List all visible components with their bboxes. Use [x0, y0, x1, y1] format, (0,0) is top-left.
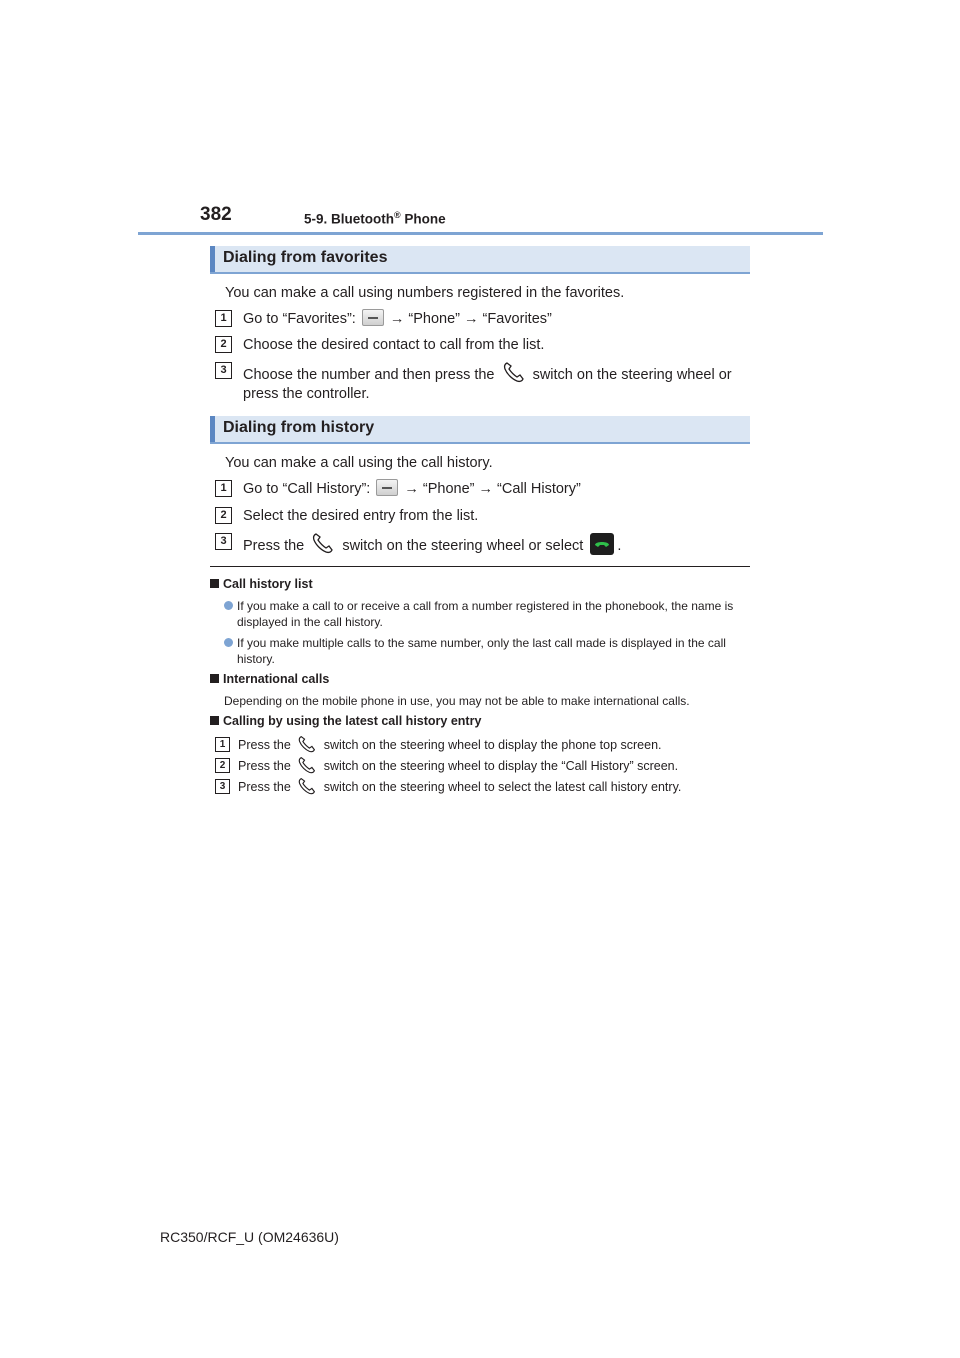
phone-handset-icon — [311, 532, 335, 554]
step-text-suffix: → “Phone” → “Favorites” — [389, 311, 552, 327]
favorites-step-1 — [243, 309, 552, 329]
note-heading-text: Calling by using the latest call history entry — [223, 714, 482, 728]
note-heading-international-calls — [210, 672, 329, 686]
history-step-1 — [243, 479, 581, 499]
section-title-text: Dialing from history — [223, 419, 375, 436]
step-text-prefix: Press the — [238, 738, 291, 752]
favorites-step-3-line2: press the controller. — [243, 386, 370, 402]
step-text-suffix: switch on the steering wheel to select the latest call history entry. — [323, 780, 682, 794]
square-bullet-icon — [210, 674, 219, 683]
chapter-title-main: 5-9. Bluetooth — [304, 211, 394, 227]
note-bullet — [224, 598, 750, 630]
note-heading-call-history-list — [210, 577, 313, 591]
latest-entry-step-1 — [238, 735, 662, 754]
section-favorites-title — [210, 246, 750, 274]
step-number-2: 2 — [215, 758, 230, 773]
step-text-prefix: Go to “Call History”: — [243, 481, 371, 497]
step-number-3: 3 — [215, 779, 230, 794]
square-bullet-icon — [210, 716, 219, 725]
menu-button-icon — [376, 479, 398, 496]
step-text-suffix: . — [617, 538, 622, 554]
history-intro: You can make a call using the call history. — [225, 455, 493, 471]
step-number-3: 3 — [215, 362, 232, 379]
step-number-2: 2 — [215, 507, 232, 524]
step-number-2: 2 — [215, 336, 232, 353]
step-text-suffix: switch on the steering wheel to display the “Call History” screen. — [323, 759, 679, 773]
menu-button-icon — [362, 309, 384, 326]
step-number-1: 1 — [215, 737, 230, 752]
note-bullet-text: If you make multiple calls to the same number, only the last call made is displayed in the call history. — [237, 636, 726, 666]
favorites-step-2: Choose the desired contact to call from the list. — [243, 337, 545, 353]
history-step-2: Select the desired entry from the list. — [243, 508, 479, 524]
square-bullet-icon — [210, 579, 219, 588]
chapter-title — [304, 210, 446, 227]
note-heading-latest-call-history — [210, 714, 481, 728]
step-number-1: 1 — [215, 480, 232, 497]
latest-entry-step-2 — [238, 756, 678, 775]
phone-handset-icon — [297, 735, 317, 753]
step-text-prefix: Press the — [238, 759, 291, 773]
notes-divider — [210, 566, 750, 567]
page-header — [138, 200, 823, 236]
step-text-prefix: Choose the number and then press the — [243, 367, 495, 383]
page-number: 382 — [200, 204, 232, 225]
round-bullet-icon — [224, 601, 233, 610]
registered-mark: ® — [394, 210, 401, 220]
round-bullet-icon — [224, 638, 233, 647]
note-heading-text: International calls — [223, 672, 330, 686]
step-number-3: 3 — [215, 533, 232, 550]
phone-handset-icon — [297, 777, 317, 795]
favorites-step-3 — [243, 361, 732, 385]
note-international-text: Depending on the mobile phone in use, you may not be able to make international calls. — [224, 694, 690, 708]
favorites-intro: You can make a call using numbers registered in the favorites. — [225, 285, 625, 301]
section-history-title — [210, 416, 750, 444]
history-step-3 — [243, 532, 621, 556]
note-bullet — [224, 635, 750, 667]
note-bullet-text: If you make a call to or receive a call from a number registered in the phonebook, the name is displayed in the call history. — [237, 599, 734, 629]
step-text-suffix: switch on the steering wheel or — [532, 367, 732, 383]
header-rule — [138, 232, 823, 235]
step-text-prefix: Go to “Favorites”: — [243, 311, 356, 327]
phone-handset-icon — [502, 361, 526, 383]
step-text-middle: switch on the steering wheel or select — [342, 538, 584, 554]
green-call-button-icon — [590, 533, 614, 555]
step-text-prefix: Press the — [243, 538, 305, 554]
chapter-title-tail: Phone — [400, 211, 446, 227]
step-text-suffix: → “Phone” → “Call History” — [404, 481, 581, 497]
step-text-suffix: switch on the steering wheel to display the phone top screen. — [323, 738, 662, 752]
page-footer: RC350/RCF_U (OM24636U) — [160, 1229, 339, 1245]
latest-entry-step-3 — [238, 777, 681, 796]
note-heading-text: Call history list — [223, 577, 313, 591]
section-title-text: Dialing from favorites — [223, 249, 388, 266]
step-number-1: 1 — [215, 310, 232, 327]
phone-handset-icon — [297, 756, 317, 774]
step-text-prefix: Press the — [238, 780, 291, 794]
